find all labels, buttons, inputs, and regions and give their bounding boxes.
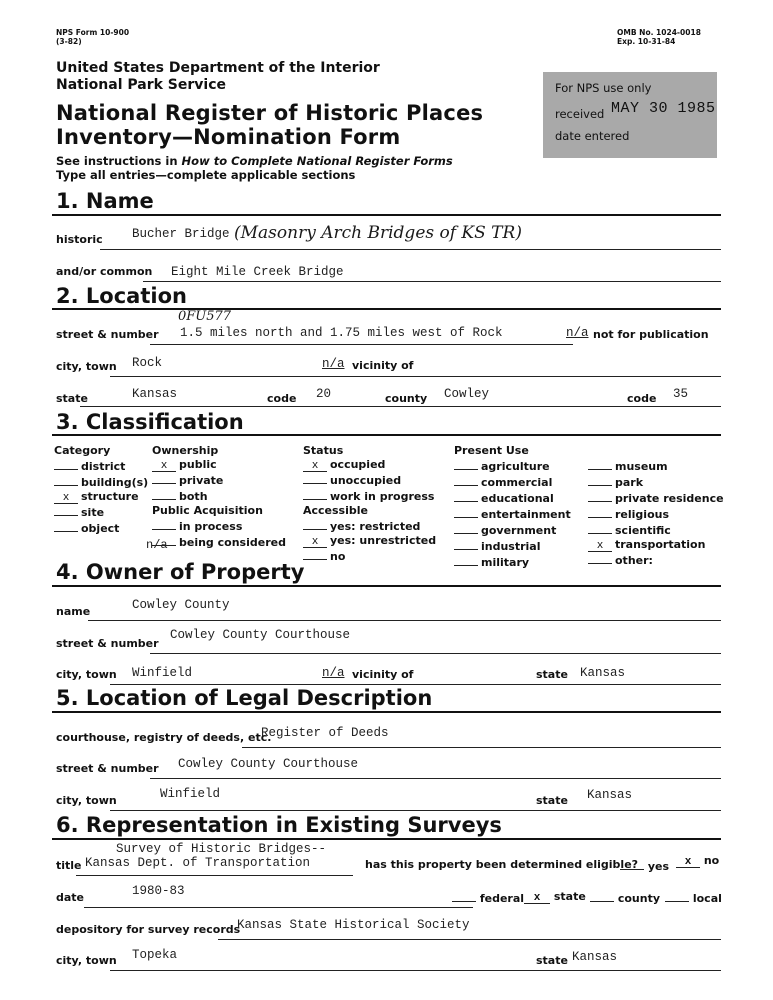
divider — [84, 907, 473, 908]
nps-use-only-box — [543, 72, 717, 158]
option-label: no — [703, 854, 720, 867]
use-transportation[interactable] — [588, 538, 724, 552]
survey-county-option[interactable] — [590, 890, 660, 905]
not-for-publication-label: not for publication — [593, 328, 709, 341]
status-work-in-progress[interactable] — [303, 488, 436, 504]
divider — [150, 344, 573, 345]
owner-city-value: Winfield — [132, 666, 193, 680]
checkbox — [454, 554, 478, 566]
checkbox — [454, 474, 478, 486]
checkbox: x — [54, 492, 78, 504]
ownership-public[interactable] — [152, 458, 286, 472]
option-label: occupied — [330, 458, 386, 471]
checkbox — [54, 458, 78, 470]
state-label: state — [56, 392, 88, 405]
checkbox: x — [303, 460, 327, 472]
option-label: both — [179, 490, 208, 503]
present-use-group — [454, 444, 571, 570]
expiration-date: Exp. 10-31-84 — [617, 37, 676, 46]
use-government[interactable] — [454, 522, 571, 538]
public-acquisition-heading: Public Acquisition — [152, 504, 263, 517]
checkbox — [588, 522, 612, 534]
option-label: work in progress — [330, 490, 435, 503]
form-revision: (3-82) — [56, 37, 82, 46]
agency-department: United States Department of the Interior — [56, 60, 380, 76]
street-value: 1.5 miles north and 1.75 miles west of Rock — [180, 326, 503, 340]
city-town-label: city, town — [56, 360, 117, 373]
category-site[interactable] — [54, 504, 148, 520]
checkbox — [152, 472, 176, 484]
checkbox — [588, 552, 612, 564]
checkbox — [588, 506, 612, 518]
eligible-yes-option[interactable] — [620, 858, 669, 873]
checkbox: x — [303, 536, 327, 548]
survey-state-option[interactable] — [524, 890, 586, 904]
use-other[interactable] — [588, 552, 724, 568]
divider — [52, 838, 721, 840]
nps-use-label: For NPS use only — [555, 81, 652, 95]
acquisition-being-considered[interactable] — [152, 534, 286, 550]
checkbox: x — [676, 856, 700, 868]
option-label: educational — [481, 492, 554, 505]
divider — [218, 939, 721, 940]
divider — [88, 620, 721, 621]
use-agriculture[interactable] — [454, 458, 571, 474]
option-label: agriculture — [481, 460, 550, 473]
option-label: state — [553, 890, 586, 903]
depository-state-value: Kansas — [572, 950, 618, 964]
option-label: private — [179, 474, 224, 487]
option-label: public — [179, 458, 217, 471]
option-label: no — [330, 550, 346, 563]
section-classification-heading: 3. Classification — [56, 410, 244, 434]
state-value: Kansas — [132, 387, 178, 401]
city-value: Rock — [132, 356, 163, 370]
checkbox — [454, 490, 478, 502]
county-code-label: code — [627, 392, 657, 405]
county-label: county — [385, 392, 428, 405]
option-label: other: — [615, 554, 653, 567]
checkbox: x — [524, 892, 550, 904]
option-label: religious — [615, 508, 670, 521]
checkbox — [454, 506, 478, 518]
owner-state-value: Kansas — [580, 666, 626, 680]
present-use-heading: Present Use — [454, 444, 529, 457]
checkbox — [590, 890, 614, 902]
option-label: commercial — [481, 476, 553, 489]
form-number: NPS Form 10-900 — [56, 28, 130, 37]
survey-title-line2: Kansas Dept. of Transportation — [85, 856, 311, 870]
section-name-heading: 1. Name — [56, 189, 154, 213]
option-label: park — [615, 476, 644, 489]
common-name-value: Eight Mile Creek Bridge — [171, 265, 344, 279]
divider — [150, 778, 721, 779]
status-heading: Status — [303, 444, 344, 457]
option-label: museum — [615, 460, 668, 473]
use-park[interactable] — [588, 474, 724, 490]
category-buildings[interactable] — [54, 474, 148, 490]
divider — [242, 747, 721, 748]
depository-state-label: state — [536, 954, 568, 967]
status-occupied[interactable] — [303, 458, 436, 472]
owner-state-label: state — [536, 668, 568, 681]
option-label: unoccupied — [330, 474, 402, 487]
owner-vicinity-label: vicinity of — [352, 668, 414, 681]
accessible-no[interactable] — [303, 548, 436, 564]
accessible-unrestricted[interactable] — [303, 534, 436, 548]
owner-vicinity-value: n/a — [322, 666, 345, 680]
checkbox — [152, 518, 176, 530]
date-entered-label: date entered — [555, 129, 630, 143]
instructions-guide-title: How to Complete National Register Forms — [181, 154, 453, 168]
use-military[interactable] — [454, 554, 571, 570]
form-title-line1: National Register of Historic Places — [56, 101, 484, 125]
vicinity-value: n/a — [322, 357, 345, 371]
survey-date-label: date — [56, 891, 85, 904]
option-label: district — [81, 460, 126, 473]
received-label: received — [555, 107, 605, 121]
eligible-no-option[interactable] — [676, 854, 719, 868]
category-group — [54, 444, 148, 536]
ownership-private[interactable] — [152, 472, 286, 488]
vicinity-label: vicinity of — [352, 359, 414, 372]
category-object[interactable] — [54, 520, 148, 536]
ownership-both[interactable] — [152, 488, 286, 504]
survey-title-line1: Survey of Historic Bridges-- — [116, 842, 327, 856]
use-educational[interactable] — [454, 490, 571, 506]
divider — [110, 376, 721, 377]
checkbox — [303, 518, 327, 530]
common-name-label: and/or common — [56, 265, 153, 278]
use-private-residence[interactable] — [588, 490, 724, 506]
courthouse-label: courthouse, registry of deeds, etc. — [56, 731, 272, 744]
use-scientific[interactable] — [588, 522, 724, 538]
divider — [100, 249, 721, 250]
checkbox — [54, 520, 78, 532]
option-label: object — [81, 522, 120, 535]
checkbox — [303, 548, 327, 560]
status-unoccupied[interactable] — [303, 472, 436, 488]
divider — [52, 214, 721, 216]
owner-street-value: Cowley County Courthouse — [170, 628, 351, 642]
section-surveys-heading: 6. Representation in Existing Surveys — [56, 813, 502, 837]
ownership-heading: Ownership — [152, 444, 219, 457]
checkbox — [454, 538, 478, 550]
option-label: yes — [647, 860, 670, 873]
depository-city-value: Topeka — [132, 948, 178, 962]
divider — [150, 653, 721, 654]
present-use-group-2 — [588, 458, 724, 568]
checkbox: x — [588, 540, 612, 552]
accessible-heading: Accessible — [303, 504, 368, 517]
option-label: scientific — [615, 524, 671, 537]
legal-state-value: Kansas — [587, 788, 633, 802]
option-label: yes: restricted — [330, 520, 421, 533]
historic-label: historic — [56, 233, 103, 246]
divider — [110, 684, 721, 685]
historic-handwritten-note: (Masonry Arch Bridges of KS TR) — [234, 223, 522, 243]
option-label: yes: unrestricted — [330, 534, 437, 547]
legal-street-label: street & number — [56, 762, 159, 775]
owner-name-value: Cowley County — [132, 598, 230, 612]
legal-city-value: Winfield — [160, 787, 221, 801]
option-label: local — [692, 892, 722, 905]
divider — [110, 810, 721, 811]
legal-state-label: state — [536, 794, 568, 807]
depository-label: depository for survey records — [56, 923, 241, 936]
survey-federal-option[interactable] — [452, 890, 524, 905]
use-entertainment[interactable] — [454, 506, 571, 522]
courthouse-value: Register of Deeds — [261, 726, 389, 740]
acquisition-in-process[interactable] — [152, 518, 286, 534]
divider — [80, 406, 721, 407]
section-owner-heading: 4. Owner of Property — [56, 560, 305, 584]
option-label: transportation — [615, 538, 706, 551]
ownership-group — [152, 444, 286, 550]
use-museum[interactable] — [588, 458, 724, 474]
option-label: county — [617, 892, 661, 905]
checkbox — [665, 890, 689, 902]
checkbox — [588, 490, 612, 502]
use-religious[interactable] — [588, 506, 724, 522]
checkbox — [588, 458, 612, 470]
option-label: industrial — [481, 540, 541, 553]
owner-street-label: street & number — [56, 637, 159, 650]
category-district[interactable] — [54, 458, 148, 474]
checkbox — [588, 474, 612, 486]
survey-date-value: 1980-83 — [132, 884, 185, 898]
option-label: federal — [479, 892, 525, 905]
category-structure[interactable] — [54, 490, 148, 504]
form-title-line2: Inventory—Nomination Form — [56, 125, 401, 149]
divider — [52, 711, 721, 713]
acquisition-na-value: n/a — [146, 538, 168, 552]
county-code-value: 35 — [673, 387, 689, 401]
historic-name-value: Bucher Bridge — [132, 227, 230, 241]
instructions-prefix: See instructions in — [56, 154, 182, 168]
use-industrial[interactable] — [454, 538, 571, 554]
instructions-line1 — [56, 154, 453, 168]
use-commercial[interactable] — [454, 474, 571, 490]
option-label: structure — [81, 490, 139, 503]
option-label: site — [81, 506, 105, 519]
option-label: government — [481, 524, 557, 537]
checkbox — [454, 458, 478, 470]
omb-number: OMB No. 1024-0018 — [617, 28, 701, 37]
divider — [52, 434, 721, 436]
divider — [143, 281, 721, 282]
checkbox — [303, 472, 327, 484]
checkbox — [54, 504, 78, 516]
option-label: entertainment — [481, 508, 571, 521]
status-group — [303, 444, 436, 564]
checkbox — [303, 488, 327, 500]
category-heading: Category — [54, 444, 111, 457]
checkbox: x — [152, 460, 176, 472]
option-label: building(s) — [81, 476, 149, 489]
section-location-heading: 2. Location — [56, 284, 187, 308]
state-code-value: 20 — [316, 387, 332, 401]
divider — [76, 875, 353, 876]
survey-title-label: title — [56, 859, 82, 872]
section-legal-description-heading: 5. Location of Legal Description — [56, 686, 433, 710]
state-code-label: code — [267, 392, 297, 405]
checkbox — [454, 522, 478, 534]
depository-value: Kansas State Historical Society — [237, 918, 470, 932]
legal-city-label: city, town — [56, 794, 117, 807]
owner-city-label: city, town — [56, 668, 117, 681]
survey-local-option[interactable] — [665, 890, 722, 905]
checkbox — [452, 890, 476, 902]
handwritten-reference-code: 0FU577 — [178, 309, 232, 324]
divider — [52, 585, 721, 587]
divider — [52, 308, 721, 310]
instructions-line2: Type all entries—complete applicable sections — [56, 168, 356, 182]
received-date-stamp: MAY 30 1985 — [611, 100, 716, 117]
option-label: in process — [179, 520, 243, 533]
option-label: being considered — [179, 536, 286, 549]
option-label: private residence — [615, 492, 724, 505]
street-number-label: street & number — [56, 328, 159, 341]
eligible-question: has this property been determined eligible? — [365, 858, 639, 871]
accessible-restricted[interactable] — [303, 518, 436, 534]
legal-street-value: Cowley County Courthouse — [178, 757, 359, 771]
county-value: Cowley — [444, 387, 490, 401]
option-label: military — [481, 556, 530, 569]
depository-city-label: city, town — [56, 954, 117, 967]
owner-name-label: name — [56, 605, 91, 618]
checkbox — [54, 474, 78, 486]
agency-service: National Park Service — [56, 77, 226, 93]
checkbox — [620, 858, 644, 870]
checkbox — [152, 488, 176, 500]
not-for-publication-value: n/a — [566, 326, 589, 340]
divider — [110, 970, 721, 971]
